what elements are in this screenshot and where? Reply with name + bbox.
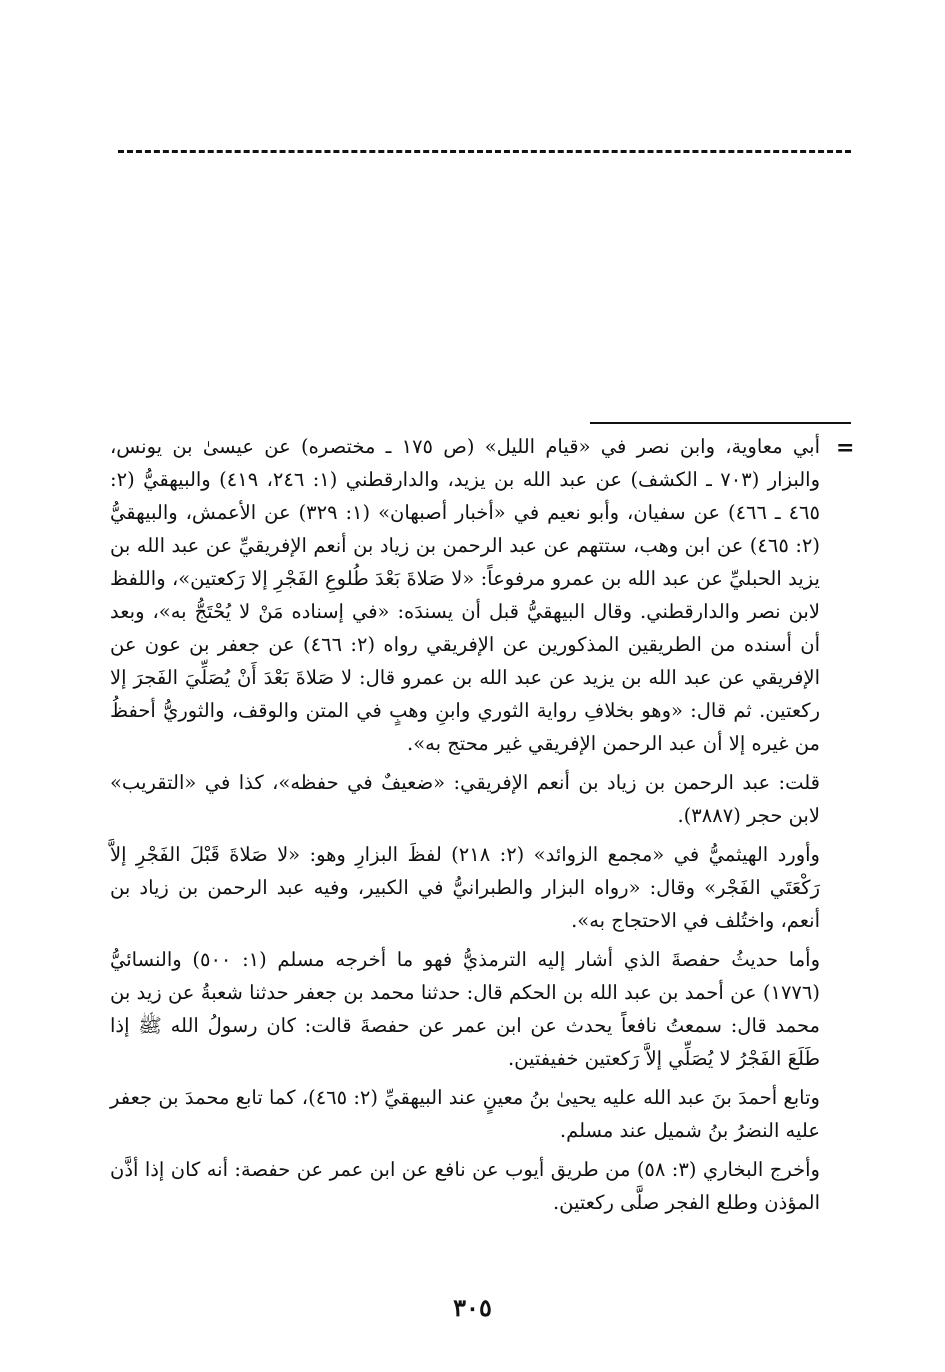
footnote-paragraph-3: وأورد الهيثميُّ في «مجمع الزوائد» (٢: ٢١٨) لفظَ البزارِ وهو: «لا صَلاةَ قَبْلَ الفَجْرِ إلاَّ رَكْعَتَي الفَجْر» وقال: «رواه البزار والطبرانيُّ في الكبير، وفيه عبد الرحمن بن زياد بن أنعم، واختُلف في الاحتجاج به». <box>110 843 820 932</box>
footnote-continuation-mark: = <box>836 435 855 461</box>
footnote-separator-rule <box>590 422 851 424</box>
footnote-paragraph-4: وأما حديثُ حفصةَ الذي أشار إليه الترمذيُّ فهو ما أخرجه مسلم (١: ٥٠٠) والنسائيُّ (١٧٧٦) عن أحمد بن عبد الله بن الحكم قال: حدثنا محمد بن جعفر حدثنا شعبةُ عن زيد بن محمد قال: سمعتُ نافعاً يحدث عن ابن عمر عن حفصةَ قالت: كان رسولُ الله ﷺ إذا طَلَعَ الفَجْرُ لا يُصَلِّي إلاَّ رَكعتين خفيفتين. <box>110 948 821 1070</box>
footnote-paragraph-2: قلت: عبد الرحمن بن زياد بن أنعم الإفريقي: «ضعيفٌ في حفظه»، كذا في «التقريب» لابن حجر (٣٨٨٧). <box>110 771 820 827</box>
page-number: ٣٠٥ <box>453 1293 492 1322</box>
footnote-paragraph-5: وتابع أحمدَ بنَ عبد الله عليه يحيىٰ بنُ معينٍ عند البيهقيِّ (٢: ٤٦٥)، كما تابع محمدَ بن جعفر عليه النضرُ بنُ شميل عند مسلم. <box>110 1086 820 1142</box>
header-dashed-rule <box>118 150 851 153</box>
footnote-text <box>110 430 820 1225</box>
footnote-paragraph-6: وأخرج البخاري (٣: ٥٨) من طريق أيوب عن نافع عن ابن عمر عن حفصة: أنه كان إذا أذَّن المؤذن وطلع الفجر صلَّى ركعتين. <box>110 1158 820 1214</box>
footnote-paragraph-1: أبي معاوية، وابن نصر في «قيام الليل» (ص ١٧٥ ـ مختصره) عن عيسىٰ بن يونس، والبزار (٧٠٣ ـ الكشف) عن عبد الله بن يزيد، والدارقطني (١: ٢٤٦، ٤١٩) والبيهقيُّ (٢: ٤٦٥ ـ ٤٦٦) عن سفيان، وأبو نعيم في «أخبار أصبهان» (١: ٣٢٩) عن الأعمش، والبيهقيُّ (٢: ٤٦٥) عن ابن وهب، ستتهم عن عبد الرحمن بن زياد بن أنعم الإفريقيِّ عن عبد الله بن يزيد الحبليِّ عن عبد الله بن عمرو مرفوعاً: «لا صَلاةَ بَعْدَ طُلوعِ الفَجْرِ إلا رَكعتين»، واللفظ لابن نصر والدارقطني. وقال البيهقيُّ قبل أن يسندَه: «في إسناده مَنْ لا يُحْتَجُّ به»، وبعد أن أسنده من الطريقين المذكورين عن الإفريقي رواه (٢: ٤٦٦) عن جعفر بن عون عن الإفريقي عن عبد الله بن يزيد عن عبد الله بن عمرو قال: لا صَلاةَ بَعْدَ أَنْ يُصَلِّيَ الفَجرَ إلا ركعتين. ثم قال: «وهو بخلافِ رواية الثوري وابنِ وهبٍ في المتن والوقف، والثوريُّ أحفظُ من غيره إلا أن عبد الرحمن الإفريقي غير محتج به». <box>110 435 820 755</box>
